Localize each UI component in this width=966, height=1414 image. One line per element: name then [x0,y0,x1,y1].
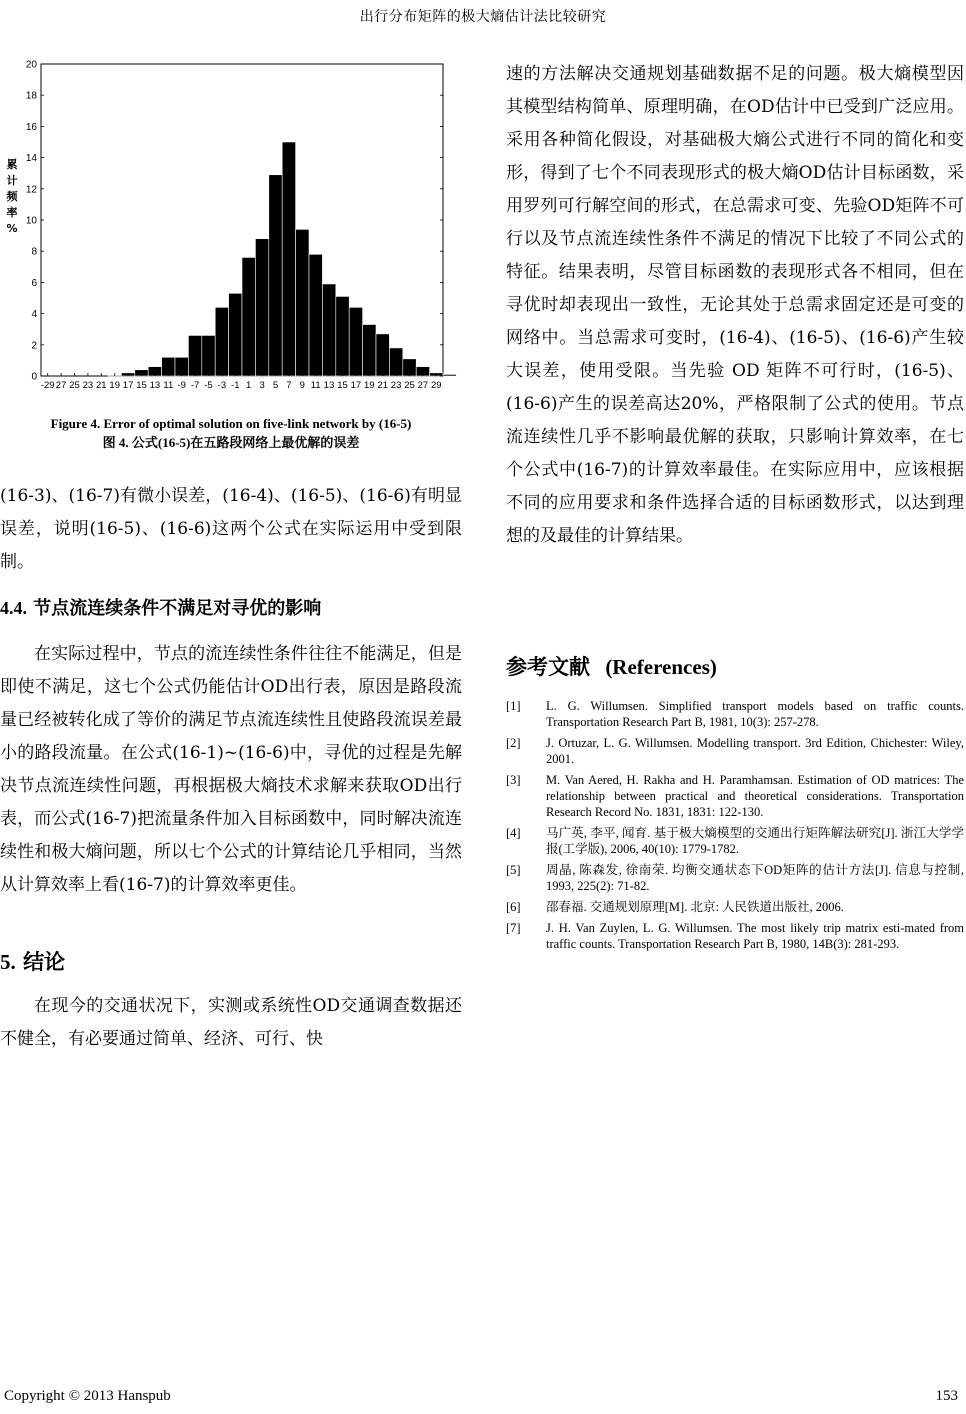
x-tick-label: 9 [299,380,305,391]
x-tick-label: 21 [96,380,107,391]
x-tick-label: -9 [177,380,186,391]
reference-item [506,698,964,730]
histogram-bar [255,239,268,376]
y-tick-label: 4 [31,309,37,321]
y-tick-label: 14 [25,153,37,165]
x-tick-label: 21 [377,380,388,391]
y-tick-label: 12 [25,184,37,196]
x-tick-label: -29 [40,380,55,391]
reference-text: L. G. Willumsen. Simplified transport models based on traffic counts. Transportation Research Part B, 1981, 10(3): 257-278. [546,699,964,729]
y-tick-label: 10 [25,215,37,227]
x-tick-label: 15 [337,380,348,391]
references-title-en: (References) [605,655,717,679]
x-tick-label: -5 [204,380,213,391]
histogram-bar [349,307,362,376]
histogram-bar [229,293,242,376]
section-4-4-number: 4.4. [0,598,27,618]
y-axis-label: 计 [6,174,18,187]
histogram-bar [242,257,255,376]
references-heading [506,651,964,681]
histogram-bar [296,229,309,376]
section-5-heading [0,946,462,976]
y-tick-label: 8 [31,246,37,258]
figure-caption-zh: 图 4. 公式(16-5)在五路段网络上最优解的误差 [102,435,360,450]
left-paragraph-1: (16-3)、(16-7)有微小误差，(16-4)、(16-5)、(16-6)有明显误差，说明(16-5)、(16-6)这两个公式在实际运用中受到限制。 [0,486,462,572]
histogram-bar [322,284,335,376]
x-tick-label: 25 [404,380,415,391]
figure-4 [0,48,462,400]
histogram-bar [376,334,389,376]
y-tick-label: 0 [31,371,37,383]
reference-item [506,920,964,952]
left-paragraph-2: 在实际过程中，节点的流连续性条件往往不能满足，但是即使不满足，这七个公式仍能估计OD出行表，原因是路段流量已经被转化成了等价的满足节点流连续性且使路段流误差最小的路段流量。在公式(16-1)~(16-6)中，寻优的过程是先解决节点流连续性问题，再根据极大熵技术求解来获取OD出行表，而公式(16-7)把流量条件加入目标函数中，同时解决流连续性和极大熵问题，所以七个公式的计算结论几乎相同，当然从计算效率上看(16-7)的计算效率更佳。 [0,644,462,895]
y-axis-label: % [6,222,18,235]
x-tick-label: 7 [286,380,292,391]
x-tick-label: 19 [364,380,375,391]
reference-item [506,862,964,894]
histogram-bar [443,374,456,376]
reference-text: M. Van Aered, H. Rakha and H. Paramhamsan. Estimation of OD matrices: The relationship between practical and theoretical considerations. Transportation Research Record No. 1831, 1831: 122-130. [546,773,964,819]
x-tick-label: 15 [136,380,147,391]
x-tick-label: -7 [190,380,200,391]
figure-caption-en: Figure 4. Error of optimal solution on five-link network by (16-5) [50,416,412,431]
x-tick-label: 17 [350,380,362,391]
histogram-bar [336,296,349,376]
figure-caption [0,414,462,452]
section-5-title: 结论 [23,950,66,974]
x-tick-label: 13 [149,380,161,391]
histogram-bar [363,325,376,376]
x-tick-label: 1 [246,380,252,391]
x-tick-label: 17 [122,380,134,391]
footer-page-number: 153 [935,1388,958,1404]
reference-number: [1] [506,699,521,713]
section-4-4-title: 节点流连续条件不满足对寻优的影响 [33,598,322,619]
right-paragraph-1: 速的方法解决交通规划基础数据不足的问题。极大熵模型因其模型结构简单、原理明确，在OD估计中已受到广泛应用。采用各种简化假设，对基础极大熵公式进行不同的简化和变形，得到了七个不同表现形式的极大熵OD估计目标函数，采用罗列可行解空间的形式，在总需求可变、先验OD矩阵不可行以及节点流连续性条件不满足的情况下比较了不同公式的特征。结果表明，尽管目标函数的表现形式各不相同，但在寻优时却表现出一致性，无论其处于总需求固定还是可变的网络中。当总需求可变时，(16-4)、(16-5)、(16-6)产生较大误差，使用受限。当先验 OD 矩阵不可行时，(16-5)、(16-6)产生的误差高达20%，严格限制了公式的使用。节点流连续性几乎不影响最优解的获取，只影响计算效率，在七个公式中(16-7)的计算效率最佳。在实际应用中，应该根据不同的应用要求和条件选择合适的目标函数形式，以达到理想的及最佳的计算结果。 [506,64,964,546]
x-tick-label: 13 [323,380,335,391]
x-tick-label: 23 [390,380,402,391]
reference-item [506,899,964,915]
y-axis-label: 累 [6,158,18,171]
reference-number: [4] [506,826,521,840]
histogram-bar [188,335,201,376]
y-axis-label: 率 [6,206,18,219]
x-tick-label: 27 [55,380,67,391]
y-tick-label: 16 [25,121,37,133]
histogram-bar [389,348,402,376]
left-paragraph-3: 在现今的交通状况下，实测或系统性OD交通调查数据还不健全，有必要通过简单、经济、可行、快 [0,996,462,1049]
x-tick-label: 29 [431,380,442,391]
histogram-bar [309,254,322,376]
reference-number: [3] [506,773,521,787]
reference-number: [2] [506,736,521,750]
section-5-number: 5. [0,950,16,974]
reference-text: J. Ortuzar, L. G. Willumsen. Modelling transport. 3rd Edition, Chichester: Wiley, 2001. [546,736,964,766]
x-tick-label: 25 [69,380,80,391]
reference-text: J. H. Van Zuylen, L. G. Willumsen. The most likely trip matrix esti-mated from traffic counts. Transportation Research Part B, 1980, 14B(3): 281-293. [546,921,964,951]
footer-copyright: Copyright © 2013 Hanspub [4,1388,171,1404]
x-tick-label: 3 [259,380,265,391]
reference-item [506,735,964,767]
histogram-bar [269,175,282,376]
x-tick-label: 19 [109,380,120,391]
histogram-bar [215,307,228,376]
y-tick-label: 20 [25,59,37,71]
section-4-4-heading [0,594,462,620]
y-axis-label: 频 [6,190,18,203]
x-tick-label: 27 [417,380,429,391]
histogram-bar [202,335,215,376]
y-tick-label: 6 [31,277,37,289]
x-tick-label: 5 [272,380,279,391]
x-tick-label: 11 [310,380,321,391]
y-tick-label: 18 [25,90,37,102]
references-list [506,698,964,957]
reference-text: 马广英, 李平, 闻育. 基于极大熵模型的交通出行矩阵解法研究[J]. 浙江大学学报(工学版), 2006, 40(10): 1779-1782. [546,826,964,856]
histogram-chart [0,48,462,400]
histogram-bar [282,142,295,376]
x-tick-label: 23 [82,380,94,391]
reference-number: [7] [506,921,521,935]
running-header: 出行分布矩阵的极大熵估计法比较研究 [359,9,607,25]
reference-number: [5] [506,863,521,877]
reference-item [506,772,964,820]
reference-number: [6] [506,900,521,914]
x-tick-label: -3 [217,380,227,391]
x-tick-label: 11 [163,380,174,391]
y-tick-label: 2 [31,340,37,352]
x-tick-label: -1 [231,380,240,391]
reference-item [506,825,964,857]
reference-text: 周晶, 陈森发, 徐南荣. 均衡交通状态下OD矩阵的估计方法[J]. 信息与控制, 1993, 225(2): 71-82. [546,863,964,893]
references-title-zh: 参考文献 [506,655,590,679]
reference-text: 邵春福. 交通规划原理[M]. 北京: 人民铁道出版社, 2006. [546,900,844,914]
